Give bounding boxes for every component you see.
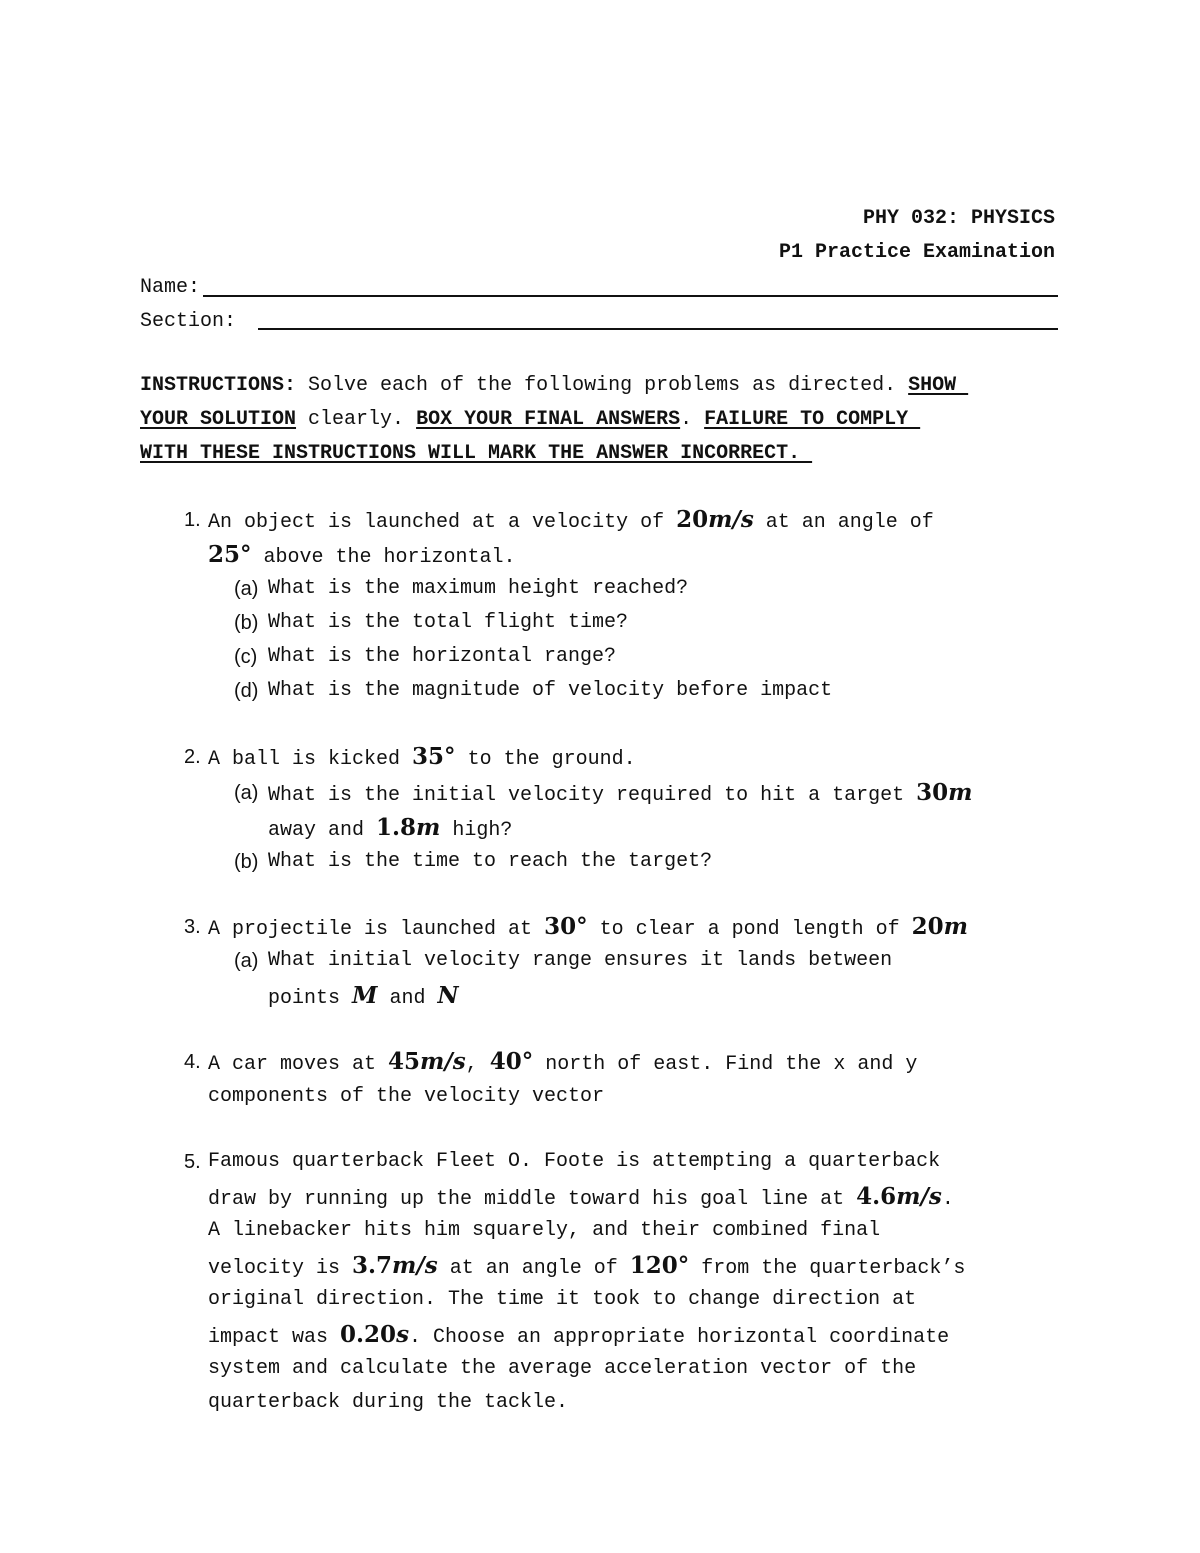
- part-label: (a): [234, 578, 259, 600]
- math-symbol: M: [352, 982, 378, 1009]
- math-unit: m: [416, 814, 441, 841]
- part-label: (c): [234, 646, 258, 668]
- problem-5-number: 5.: [184, 1151, 201, 1173]
- section-field[interactable]: [258, 328, 1058, 330]
- math-value: 30: [916, 779, 949, 806]
- problem-5-line-3: A linebacker hits him squarely, and their combined final: [208, 1219, 881, 1242]
- part-label: (a): [234, 950, 259, 972]
- math-unit: m/s: [708, 506, 754, 533]
- math-unit: m: [948, 779, 973, 806]
- section-label: Section:: [140, 310, 237, 333]
- part-label: (d): [234, 680, 259, 702]
- problem-1-part-a: What is the maximum height reached?: [268, 577, 689, 600]
- math-value: 120°: [629, 1252, 690, 1279]
- name-label: Name:: [140, 276, 201, 299]
- problem-2-line-1: A ball is kicked 35° to the ground.: [208, 743, 636, 771]
- problem-1-line-2: 25° above the horizontal.: [208, 541, 516, 569]
- name-field[interactable]: [203, 295, 1058, 297]
- math-value: 3.7: [352, 1252, 393, 1279]
- instructions-line-3: WITH THESE INSTRUCTIONS WILL MARK THE ANSWER INCORRECT.: [140, 442, 813, 465]
- problem-1-part-d: What is the magnitude of velocity before impact: [268, 679, 833, 702]
- math-value: 45: [388, 1048, 421, 1075]
- problem-5-line-7: system and calculate the average acceleration vector of the: [208, 1357, 917, 1380]
- problem-3-part-a-cont: points M and N: [268, 982, 459, 1010]
- problem-3-part-a: What initial velocity range ensures it lands between: [268, 949, 893, 972]
- problem-3-number: 3.: [184, 916, 201, 938]
- math-unit: s: [396, 1321, 410, 1348]
- problem-5-line-2: draw by running up the middle toward his goal line at 4.6m/s.: [208, 1183, 954, 1211]
- math-value: 40°: [489, 1048, 534, 1075]
- problem-4-number: 4.: [184, 1051, 201, 1073]
- math-unit: m/s: [420, 1048, 466, 1075]
- math-value: 25°: [208, 541, 252, 568]
- math-value: 0.20: [340, 1321, 397, 1348]
- instructions-line-1: INSTRUCTIONS: Solve each of the following problems as directed. SHOW: [140, 374, 969, 397]
- problem-2-part-b: What is the time to reach the target?: [268, 850, 713, 873]
- instructions-label: INSTRUCTIONS:: [140, 374, 297, 397]
- math-value: 35°: [412, 743, 456, 770]
- course-title: PHY 032: PHYSICS: [862, 207, 1055, 230]
- math-symbol: N: [437, 982, 459, 1009]
- problem-1-number: 1.: [184, 509, 201, 531]
- part-label: (a): [234, 782, 259, 804]
- problem-2-number: 2.: [184, 746, 201, 768]
- part-label: (b): [234, 851, 259, 873]
- problem-2-part-a: What is the initial velocity required to hit a target 30m: [268, 779, 973, 807]
- math-unit: m/s: [896, 1183, 942, 1210]
- math-value: 1.8: [376, 814, 417, 841]
- math-value: 20: [676, 506, 709, 533]
- math-value: 20: [911, 913, 944, 940]
- problem-5-line-4: velocity is 3.7m/s at an angle of 120° from the quarterback’s: [208, 1252, 966, 1280]
- math-unit: m: [943, 913, 968, 940]
- problem-3-line-1: A projectile is launched at 30° to clear a pond length of 20m: [208, 913, 968, 941]
- exam-title: P1 Practice Examination: [778, 241, 1055, 264]
- problem-5-line-1: Famous quarterback Fleet O. Foote is attempting a quarterback: [208, 1150, 941, 1173]
- problem-1-part-b: What is the total flight time?: [268, 611, 629, 634]
- problem-4-line-1: A car moves at 45m/s, 40° north of east. Find the x and y: [208, 1048, 918, 1076]
- problem-5-line-8: quarterback during the tackle.: [208, 1391, 569, 1414]
- problem-2-part-a-cont: away and 1.8m high?: [268, 814, 513, 842]
- problem-1-line-1: An object is launched at a velocity of 20m/s at an angle of: [208, 506, 934, 534]
- problem-5-line-6: impact was 0.20s. Choose an appropriate horizontal coordinate: [208, 1321, 950, 1349]
- math-unit: m/s: [392, 1252, 438, 1279]
- math-value: 30°: [544, 913, 588, 940]
- part-label: (b): [234, 612, 259, 634]
- problem-4-line-2: components of the velocity vector: [208, 1085, 605, 1108]
- problem-1-part-c: What is the horizontal range?: [268, 645, 617, 668]
- instructions-line-2: YOUR SOLUTION clearly. BOX YOUR FINAL ANSWERS. FAILURE TO COMPLY: [140, 408, 921, 431]
- problem-5-line-5: original direction. The time it took to change direction at: [208, 1288, 917, 1311]
- math-value: 4.6: [856, 1183, 897, 1210]
